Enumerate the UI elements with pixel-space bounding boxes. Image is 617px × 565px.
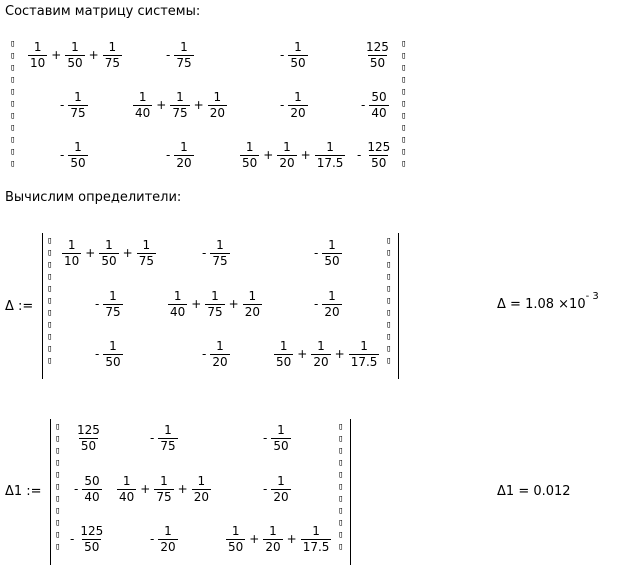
matrix-row	[0, 37, 617, 73]
right-bracket: ▯ ▯ ▯ ▯ ▯ ▯ ▯ ▯ ▯ ▯ ▯	[338, 422, 344, 552]
determinant-row	[0, 336, 617, 372]
determinant-cell: - $\frac{1}{20}$	[150, 523, 176, 554]
matrix-row	[0, 137, 617, 173]
matrix-cell: $\frac{1}{50}$ + $\frac{1}{20}$ + $\frac{1}{17.5}$	[242, 139, 344, 170]
matrix-cell: - $\frac{1}{20}$	[166, 139, 192, 170]
determinant-row	[0, 235, 617, 271]
determinant-cell: - $\frac{1}{75}$	[95, 288, 121, 319]
determinant-cell: - $\frac{1}{50}$	[95, 338, 121, 369]
left-bracket: ▯ ▯ ▯ ▯ ▯ ▯ ▯ ▯ ▯ ▯ ▯	[47, 236, 53, 366]
determinant-cell: - $\frac{1}{75}$	[150, 422, 176, 453]
determinant-cell: - $\frac{1}{20}$	[314, 288, 340, 319]
delta-result	[497, 291, 599, 312]
determinant-row	[0, 420, 617, 456]
determinant-cell: - $\frac{125}{50}$	[70, 523, 104, 554]
delta1-result	[497, 484, 571, 499]
determinant-cell: $\frac{1}{50}$ + $\frac{1}{20}$ + $\frac{1}{17.5}$	[276, 338, 378, 369]
right-bracket: ▯ ▯ ▯ ▯ ▯ ▯ ▯ ▯ ▯ ▯ ▯	[386, 236, 392, 366]
matrix-cell: $\frac{1}{40}$ + $\frac{1}{75}$ + $\frac{1}{20}$	[135, 89, 225, 120]
delta-result-value: = 1.08 ×10	[510, 297, 586, 312]
matrix-cell: - $\frac{125}{50}$	[357, 139, 391, 170]
matrix-cell: $\frac{1}{10}$ + $\frac{1}{50}$ + $\frac{1}{75}$	[30, 39, 120, 70]
right-bracket: ▯ ▯ ▯ ▯ ▯ ▯ ▯ ▯ ▯ ▯ ▯	[401, 39, 407, 169]
delta1-label: Δ1 :=	[5, 484, 42, 499]
matrix-cell: - $\frac{1}{75}$	[166, 39, 192, 70]
matrix-cell: - $\frac{1}{50}$	[280, 39, 306, 70]
matrix-row	[0, 87, 617, 123]
determinant-cell: $\frac{1}{40}$ + $\frac{1}{75}$ + $\frac{1}{20}$	[119, 473, 209, 504]
delta-result-label: Δ	[497, 297, 506, 312]
matrix-cell: - $\frac{1}{50}$	[60, 139, 86, 170]
determinant-cell: $\frac{1}{50}$ + $\frac{1}{20}$ + $\frac{1}{17.5}$	[228, 523, 330, 554]
heading-matrix: Составим матрицу системы:	[5, 4, 201, 19]
determinant-cell: - $\frac{1}{50}$	[314, 237, 340, 268]
determinant-cell: - $\frac{1}{75}$	[202, 237, 228, 268]
matrix-cell: - $\frac{1}{75}$	[60, 89, 86, 120]
determinant-cell: - $\frac{1}{20}$	[202, 338, 228, 369]
matrix-cell: $\frac{125}{50}$	[366, 39, 389, 70]
left-bracket: ▯ ▯ ▯ ▯ ▯ ▯ ▯ ▯ ▯ ▯ ▯	[55, 422, 61, 552]
delta1-result-value: = 0.012	[518, 484, 571, 499]
determinant-cell: $\frac{125}{50}$	[77, 422, 100, 453]
left-bracket: ▯ ▯ ▯ ▯ ▯ ▯ ▯ ▯ ▯ ▯ ▯	[10, 39, 16, 169]
determinant-cell: - $\frac{50}{40}$	[74, 473, 100, 504]
delta1-result-label: Δ1	[497, 484, 515, 499]
determinant-cell: $\frac{1}{10}$ + $\frac{1}{50}$ + $\frac{1}{75}$	[64, 237, 154, 268]
delta-label: Δ :=	[5, 299, 34, 314]
determinant-cell: - $\frac{1}{20}$	[263, 473, 289, 504]
determinant-cell: - $\frac{1}{50}$	[263, 422, 289, 453]
determinant-cell: $\frac{1}{40}$ + $\frac{1}{75}$ + $\frac{1}{20}$	[170, 288, 260, 319]
determinant-row	[0, 521, 617, 557]
delta-result-exponent: - 3	[585, 291, 599, 302]
heading-determinants: Вычислим определители:	[5, 190, 182, 205]
matrix-cell: - $\frac{50}{40}$	[361, 89, 387, 120]
matrix-cell: - $\frac{1}{20}$	[280, 89, 306, 120]
